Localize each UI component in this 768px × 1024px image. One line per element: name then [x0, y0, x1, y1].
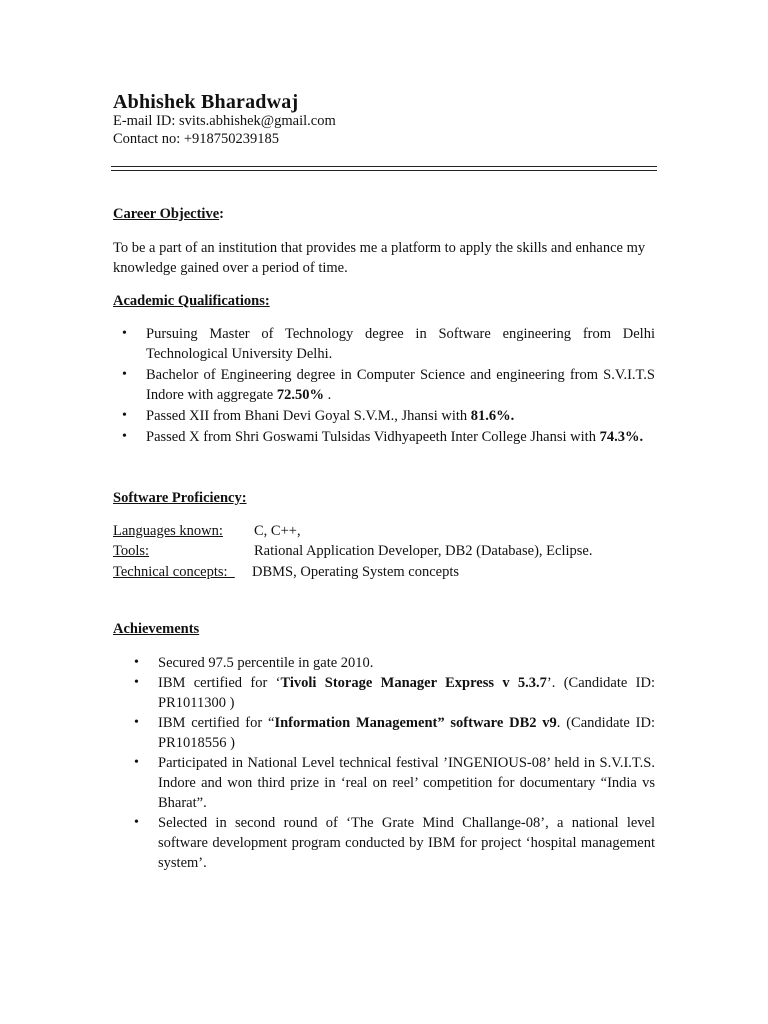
career-objective-heading — [113, 204, 224, 224]
academic-qualifications-heading: Academic Qualifications: — [113, 293, 270, 309]
software-label: Technical concepts: — [113, 564, 235, 580]
candidate-name: Abhishek Bharadwaj — [113, 91, 299, 113]
achievement-text: IBM certified for “ — [158, 715, 275, 731]
achievement-text: Selected in second round of ‘The Grate Mind Challange-08’, a national level software development program conducted by IBM for project ‘hospital management system’. — [158, 815, 655, 871]
software-value: Rational Application Developer, DB2 (Database), Eclipse. — [254, 543, 593, 559]
academic-item-score: 81.6%. — [470, 408, 515, 424]
achievement-bold: Tivoli Storage Manager Express v 5.3.7 — [280, 675, 547, 691]
academic-item-tail: . — [323, 387, 332, 403]
email-line: E-mail ID: svits.abhishek@gmail.com — [113, 113, 336, 129]
software-label: Languages known: — [113, 523, 223, 539]
academic-item-score: 72.50% — [276, 387, 324, 403]
achievement-text: Participated in National Level technical festival ’INGENIOUS-08’ held in S.V.I.T.S. Indore and won third prize in ‘real on reel’ competition for documentary “India vs Bharat”. — [158, 755, 655, 811]
academic-item — [146, 324, 655, 364]
achievement-item — [158, 673, 655, 713]
achievement-item — [158, 753, 655, 813]
career-objective-colon: : — [219, 206, 224, 222]
academic-item-text: Bachelor of Engineering degree in Computer Science and engineering from S.V.I.T.S Indore with aggregate — [146, 367, 655, 403]
achievement-item — [158, 713, 655, 753]
contact-block — [113, 112, 336, 148]
career-objective-title: Career Objective — [113, 206, 220, 222]
software-value: DBMS, Operating System concepts — [252, 564, 460, 580]
software-value: C, C++, — [254, 523, 301, 539]
academic-item-text: Pursuing Master of Technology degree in Software engineering from Delhi Technological University Delhi. — [146, 326, 655, 362]
software-proficiency-heading: Software Proficiency: — [113, 490, 247, 506]
academic-item-score: 74.3%. — [599, 429, 644, 445]
achievements-heading: Achievements — [113, 621, 200, 637]
academic-item — [146, 427, 655, 447]
achievement-text-tail: . (Candidate ID: PR1018556 ) — [158, 715, 655, 751]
academic-item-text: Passed XII from Bhani Devi Goyal S.V.M., Jhansi with — [146, 408, 471, 424]
academic-item — [146, 365, 655, 405]
achievement-text: IBM certified for ‘ — [158, 675, 281, 691]
achievement-text: Secured 97.5 percentile in gate 2010. — [158, 655, 374, 671]
career-objective-text: To be a part of an institution that provides me a platform to apply the skills and enhance my knowledge gained over a period of time. — [113, 240, 646, 276]
header-divider-bottom — [111, 170, 657, 171]
phone-line: Contact no: +918750239185 — [113, 131, 280, 147]
achievement-item — [158, 813, 655, 873]
achievement-bold: Information Management” software DB2 v9 — [274, 715, 557, 731]
achievement-item — [158, 653, 655, 673]
academic-qualifications-list — [146, 324, 655, 448]
academic-item-text: Passed X from Shri Goswami Tulsidas Vidhyapeeth Inter College Jhansi with — [146, 429, 600, 445]
achievement-text-tail: ’. (Candidate ID: PR1011300 ) — [158, 675, 655, 711]
achievements-list — [158, 653, 655, 873]
software-label: Tools: — [113, 543, 150, 559]
academic-item — [146, 406, 655, 426]
header-divider-top — [111, 166, 657, 167]
